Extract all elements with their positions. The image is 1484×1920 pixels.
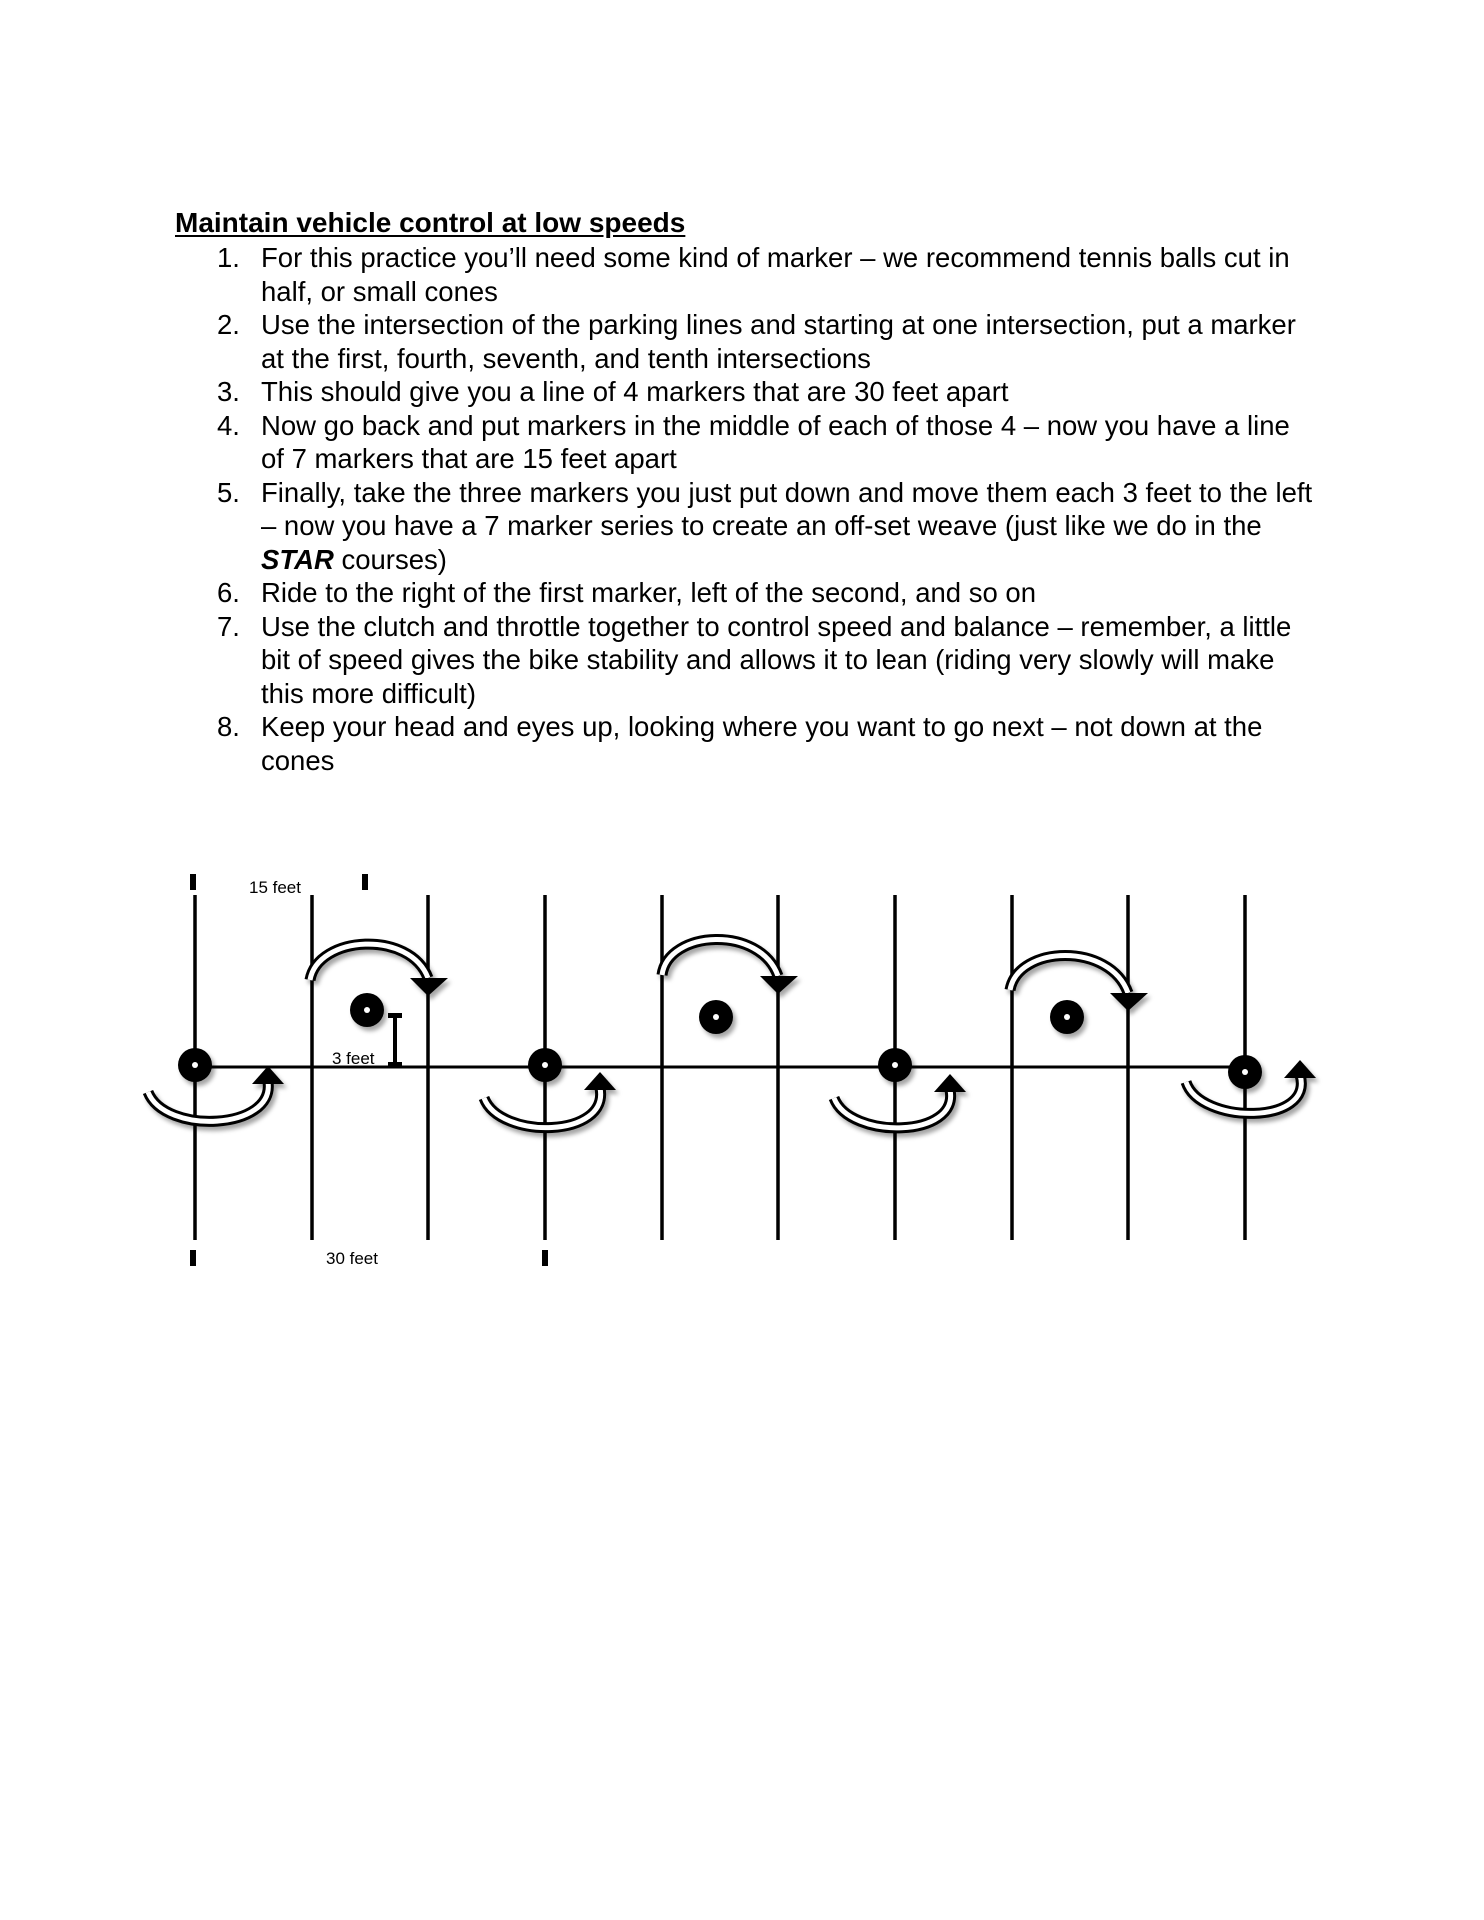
step-number: 8. bbox=[217, 711, 240, 742]
marker-icon bbox=[878, 1048, 912, 1082]
step-number: 6. bbox=[217, 577, 240, 608]
label-30-feet: 30 feet bbox=[326, 1249, 378, 1268]
label-15-feet: 15 feet bbox=[249, 878, 301, 897]
markers bbox=[178, 993, 1262, 1089]
lower-arrows bbox=[148, 1060, 1316, 1128]
step-text: This should give you a line of 4 markers that are 30 feet apart bbox=[261, 376, 1009, 407]
offset-marker-icon bbox=[350, 993, 384, 1027]
step-number: 4. bbox=[217, 409, 240, 441]
dimension-15-feet bbox=[190, 874, 368, 897]
star-emphasis: STAR bbox=[261, 543, 334, 575]
upper-arrows bbox=[310, 939, 1148, 1011]
step-text-start: Finally, take the three markers you just put down and move them each 3 feet to the left – now you have a 7 marker series to create an off-set weave (just like we do in the bbox=[261, 476, 1313, 541]
marker-icon bbox=[178, 1048, 212, 1082]
offset-marker-icon bbox=[699, 1000, 733, 1034]
curved-arrow-icon bbox=[148, 1066, 284, 1121]
step-text: Now go back and put markers in the middle of each of those 4 – now you have a line of 7 markers that are 15 feet apart bbox=[261, 409, 1290, 474]
offset-marker-icon bbox=[1050, 1000, 1084, 1034]
step-text: Keep your head and eyes up, looking where you want to go next – not down at the cones bbox=[261, 711, 1263, 776]
step-text: Use the clutch and throttle together to control speed and balance – remember, a little bit of speed gives the bike stability and allows it to lean (riding very slowly will make this more difficult) bbox=[261, 610, 1292, 709]
step-text: Use the intersection of the parking lines and starting at one intersection, put a marker at the first, fourth, seventh, and tenth intersections bbox=[261, 309, 1296, 374]
marker-icon bbox=[528, 1048, 562, 1082]
curved-arrow-icon bbox=[834, 1074, 966, 1128]
step-number: 2. bbox=[217, 309, 240, 340]
step-text-end: courses) bbox=[333, 543, 447, 575]
dimension-30-feet bbox=[190, 1249, 548, 1268]
step-number: 5. bbox=[217, 476, 240, 508]
marker-icon bbox=[1228, 1055, 1262, 1089]
step-number: 1. bbox=[217, 242, 240, 273]
page-title: Maintain vehicle control at low speeds bbox=[175, 207, 686, 238]
step-number: 3. bbox=[217, 376, 240, 407]
step-number: 7. bbox=[217, 610, 240, 642]
step-text: Ride to the right of the first marker, left of the second, and so on bbox=[261, 577, 1037, 608]
label-3-feet: 3 feet bbox=[332, 1049, 375, 1068]
step-text: For this practice you’ll need some kind of marker – we recommend tennis balls cut in half, or small cones bbox=[261, 242, 1290, 307]
